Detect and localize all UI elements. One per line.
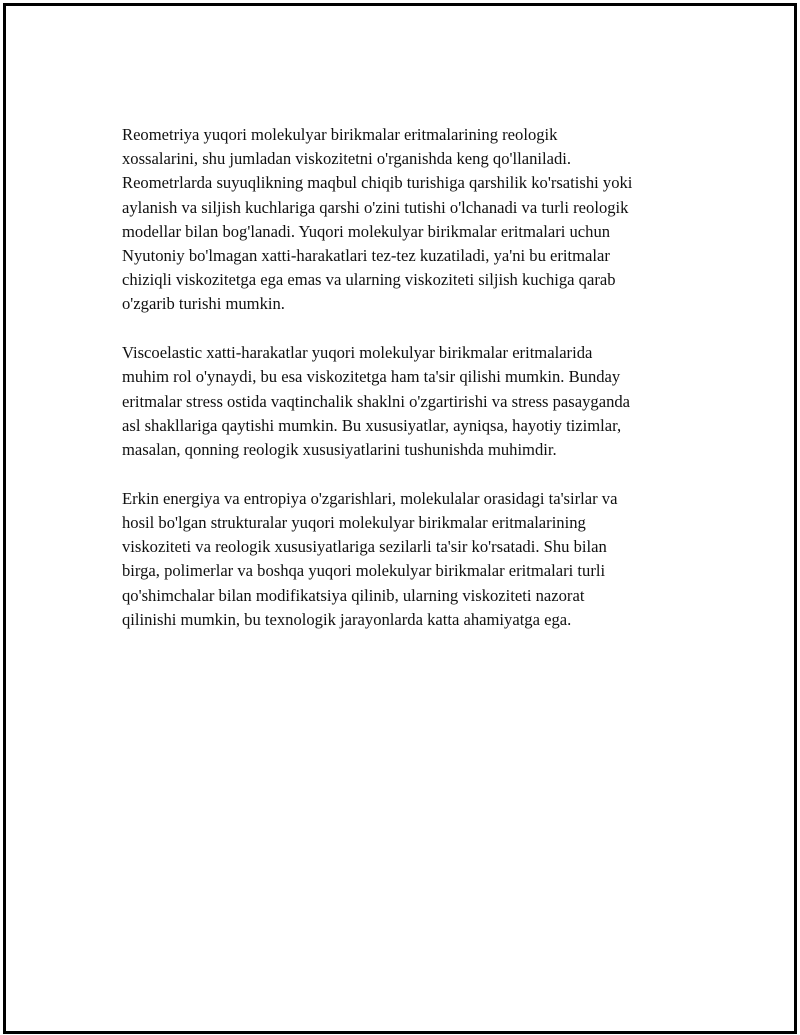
text-line: birga, polimerlar va boshqa yuqori molekulyar birikmalar eritmalari turli: [122, 561, 606, 581]
paragraph-3: [122, 487, 694, 632]
paragraph-1: [122, 123, 694, 317]
text-line: masalan, qonning reologik xususiyatlarini tushunishda muhimdir.: [122, 440, 557, 460]
text-line: qilinishi mumkin, bu texnologik jarayonlarda katta ahamiyatga ega.: [122, 609, 572, 629]
page-border: [3, 3, 797, 1034]
document-body: [122, 123, 694, 657]
paragraph-2: [122, 341, 694, 462]
text-line: viskoziteti va reologik xususiyatlariga sezilarli ta'sir ko'rsatadi. Shu bilan: [122, 537, 607, 557]
text-line: chiziqli viskozitetga ega emas va ularning viskoziteti siljish kuchiga qarab: [122, 270, 616, 290]
text-line: muhim rol o'ynaydi, bu esa viskozitetga ham ta'sir qilishi mumkin. Bunday: [122, 367, 621, 387]
text-line: Reometriya yuqori molekulyar birikmalar eritmalarining reologik: [122, 125, 558, 144]
text-line: hosil bo'lgan strukturalar yuqori molekulyar birikmalar eritmalarining: [122, 513, 586, 533]
text-line: qo'shimchalar bilan modifikatsiya qilinib, ularning viskoziteti nazorat: [122, 585, 585, 605]
text-line: xossalarini, shu jumladan viskozitetni o'rganishda keng qo'llaniladi.: [122, 149, 572, 169]
text-line: Erkin energiya va entropiya o'zgarishlari, molekulalar orasidagi ta'sirlar va: [122, 488, 618, 508]
text-line: Viscoelastic xatti-harakatlar yuqori molekulyar birikmalar eritmalarida: [122, 343, 593, 363]
text-line: Nyutoniy bo'lmagan xatti-harakatlari tez-tez kuzatiladi, ya'ni bu eritmalar: [122, 246, 610, 266]
text-line: Reometrlarda suyuqlikning maqbul chiqib turishiga qarshilik ko'rsatishi yoki: [122, 173, 633, 193]
text-line: eritmalar stress ostida vaqtinchalik shaklni o'zgartirishi va stress pasayganda: [122, 391, 631, 411]
text-line: asl shakllariga qaytishi mumkin. Bu xususiyatlar, ayniqsa, hayotiy tizimlar,: [122, 415, 622, 435]
text-line: aylanish va siljish kuchlariga qarshi o'zini tutishi o'lchanadi va turli reologik: [122, 197, 629, 217]
text-line: o'zgarib turishi mumkin.: [122, 294, 285, 314]
text-line: modellar bilan bog'lanadi. Yuqori molekulyar birikmalar eritmalari uchun: [122, 221, 611, 241]
